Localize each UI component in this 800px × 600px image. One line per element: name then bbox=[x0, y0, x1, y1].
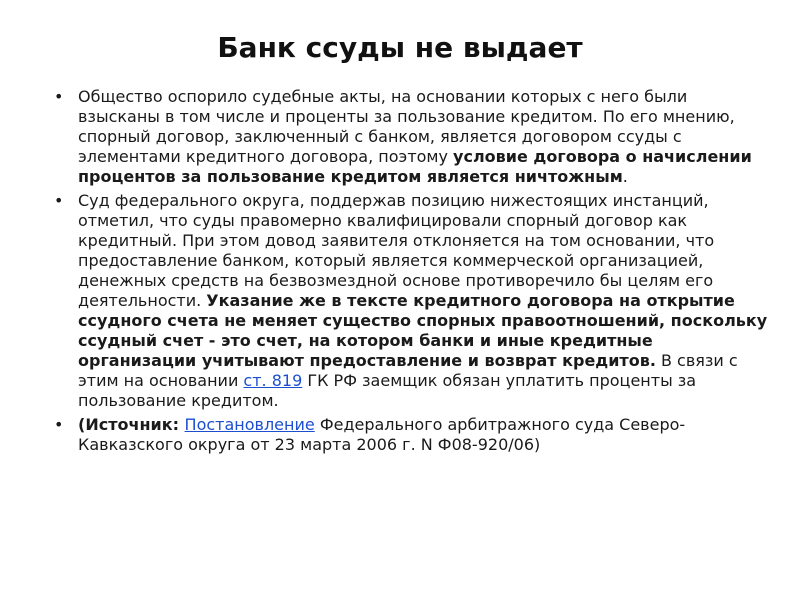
bullet-2-text-end: ГК РФ заемщик обязан уплатить проценты за пользование кредитом. bbox=[78, 371, 697, 410]
bullet-item-1 bbox=[46, 87, 768, 187]
resolution-link[interactable]: Постановление bbox=[184, 415, 315, 434]
bullet-1-bold-text: условие договора о начислении процентов за пользование кредитом является ничтожным bbox=[78, 147, 752, 186]
bullet-dot-icon: • bbox=[54, 415, 64, 434]
bullet-2-text: Суд федерального округа, поддержав позицию нижестоящих инстанций, отметил, что суды правомерно квалифицировали спорный договор как кредитный. При этом довод заявителя отклоняется на том основании, что предоставление банком, который является коммерческой организацией, денежных средств на безвозмездной основе противоречило бы целям его деятельности. bbox=[78, 191, 715, 310]
bullet-item-3 bbox=[46, 415, 768, 455]
bullet-2-bold-text: Указание же в тексте кредитного договора на открытие ссудного счета не меняет существо спорных правоотношений, поскольку ссудный счет - это счет, на котором банки и иные кредитные организации учитывают предоставление и возврат кредитов. bbox=[78, 291, 768, 370]
bullet-item-2 bbox=[46, 191, 768, 411]
bullet-1-end: . bbox=[622, 167, 628, 186]
source-label: Источник: bbox=[85, 415, 185, 434]
bullet-list bbox=[46, 87, 768, 459]
bullet-1-text: Общество оспорило судебные акты, на основании которых с него были взысканы в том числе и проценты за пользование кредитом. По его мнению, спорный договор, заключенный с банком, является договором ссуды с элементами кредитного договора, поэтому bbox=[78, 87, 735, 166]
bullet-2-text-cont: В связи с этим на основании bbox=[78, 351, 738, 390]
article-819-link[interactable]: ст. 819 bbox=[243, 371, 303, 390]
bullet-dot-icon: • bbox=[54, 191, 64, 210]
bullet-dot-icon: • bbox=[54, 87, 64, 106]
source-open-paren: ( bbox=[78, 415, 86, 434]
source-text: Федерального арбитражного суда Северо-Кавказского округа от 23 марта 2006 г. N Ф08-920/06) bbox=[78, 415, 686, 454]
slide-title: Банк ссуды не выдает bbox=[217, 31, 583, 64]
